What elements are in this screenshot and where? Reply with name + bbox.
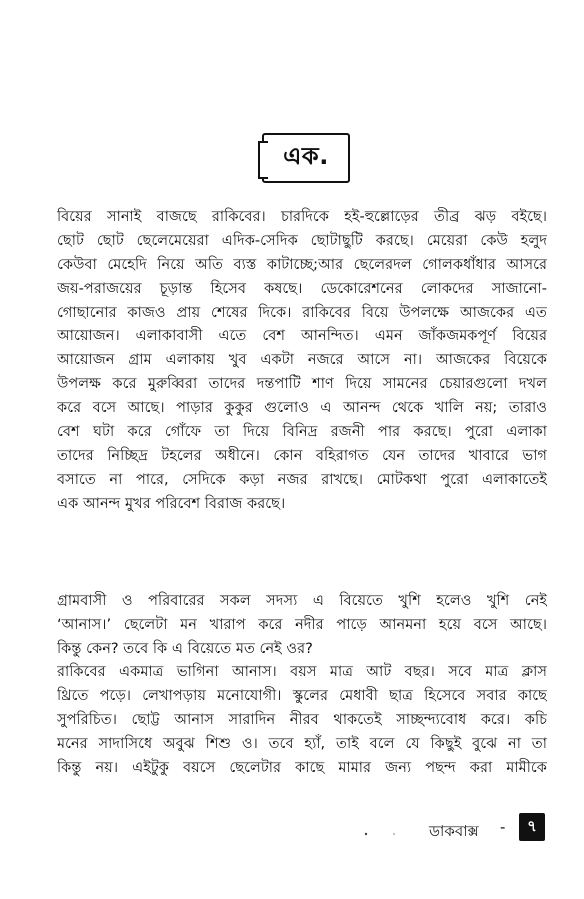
- paragraph-1: [57, 205, 547, 516]
- text-line: ‘আনাস।’ ছেলেটা মন খারাপ করে নদীর পাড়ে আনমনা হয়ে বসে আছে।: [57, 615, 547, 633]
- text-line: ছোট ছোট ছেলেমেয়েরা এদিক-সেদিক ছোটাছুটি করছে। মেয়েরা কেউ হলুদ: [57, 231, 547, 249]
- text-line: থ্রিতে পড়ে। লেখাপড়ায় মনোযোগী। স্কুলের মেধাবী ছাত্র হিসেবে সবার কাছে: [57, 686, 547, 704]
- text-line: আয়োজন গ্রাম এলাকায় খুব একটা নজরে আসে না। আজকের বিয়েকে: [57, 351, 547, 369]
- footer-book-title: ডাকবাক্স: [429, 822, 479, 840]
- text-line: কিন্তু কেন? তবে কি এ বিয়েতে মত নেই ওর?: [57, 639, 313, 657]
- text-line: কিন্তু নয়। এইটুকু বয়সে ছেলেটার কাছে মামার জন্য পছন্দ করা মামীকে: [57, 758, 547, 776]
- text-line: রাকিবের একমাত্র ভাগিনা আনাস। বয়স মাত্র আট বছর। সবে মাত্র ক্লাস: [57, 663, 547, 680]
- paragraph-2: [57, 589, 547, 661]
- chapter-heading-box: [262, 133, 350, 183]
- text-line: তাদের নিচ্ছিদ্র টহলের অধীনে। কোন বহিরাগত যেন তাদের খাবারে ভাগ: [57, 446, 547, 464]
- text-line: বেশ ঘটা করে গোঁফে তা দিয়ে বিনিদ্র রজনী পার করছে। পুরো এলাকা: [57, 423, 547, 441]
- chapter-title: এক.: [283, 142, 329, 170]
- text-line: বিয়ের সানাই বাজছে রাকিবের। চারদিকে হই-হুল্লোড়ের তীব্র ঝড় বইছে।: [57, 208, 547, 225]
- page-number-badge: [519, 813, 545, 841]
- page-number: ৭: [527, 816, 537, 835]
- paragraph-3: [57, 660, 547, 779]
- text-line: সুপরিচিত। ছোট্ট আনাস সারাদিন নীরব থাকতেই সাচ্ছন্দ্যবোধ করে। কচি: [57, 710, 547, 728]
- footer-dash: -: [500, 818, 506, 836]
- print-specks: [364, 832, 404, 836]
- text-line: বসাতে না পারে, সেদিকে কড়া নজর রাখছে। মোটকথা পুরো এলাকাতেই: [57, 470, 547, 488]
- text-line: মনের সাদাসিধে অবুঝ শিশু ও। তবে হ্যাঁ, তাই বলে যে কিছুই বুঝে না তা: [57, 734, 547, 752]
- text-line: আয়োজন। এলাকাবাসী এতে বেশ আনন্দিত। এমন জাঁকজমকপূর্ণ বিয়ের: [57, 327, 547, 345]
- text-line: উপলক্ষ করে মুরুব্বিরা তাদের দন্তপাটি শাণ দিয়ে সামনের চেয়ারগুলো দখল: [57, 375, 547, 393]
- text-line: করে বসে আছে। পাড়ার কুকুর গুলোও এ আনন্দ থেকে খালি নয়; তারাও: [57, 399, 547, 417]
- text-line: এক আনন্দ মুখর পরিবেশ বিরাজ করছে।: [57, 494, 286, 512]
- text-line: গ্রামবাসী ও পরিবারের সকল সদস্য এ বিয়েতে খুশি হলেও খুশি নেই: [57, 592, 547, 609]
- text-line: জয়-পরাজয়ের চূড়ান্ত হিসেব কষছে। ডেকোরেশনের লোকদের সাজানো-: [57, 279, 547, 297]
- text-line: কেউবা মেহেদি নিয়ে অতি ব্যস্ত কাটাচ্ছে;আর ছেলেরদল গোলকধাঁধার আসরে: [57, 255, 547, 273]
- text-line: গোছানোর কাজও প্রায় শেষের দিকে। রাকিবের বিয়ে উপলক্ষে আজকের এত: [57, 303, 547, 321]
